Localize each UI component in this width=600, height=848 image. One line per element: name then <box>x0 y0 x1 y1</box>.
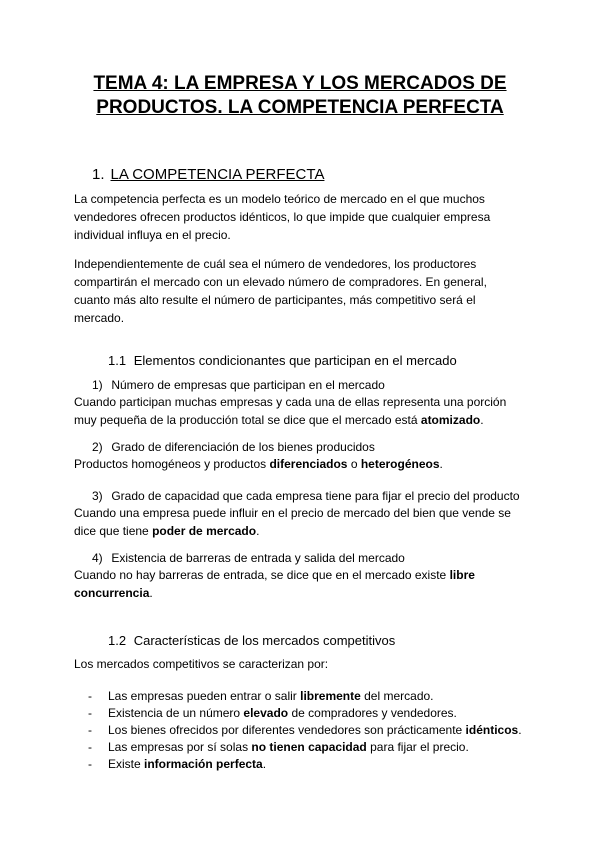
item-number: 4) <box>92 551 103 565</box>
text-run: Existencia de un número <box>108 706 244 720</box>
text-run: de compradores y vendedores. <box>288 706 457 720</box>
paragraph-line <box>74 411 534 429</box>
section-1-2-intro <box>74 655 534 673</box>
paragraph-line: vendedores ofrecen productos idénticos, lo que impide que cualquier empresa <box>74 210 491 224</box>
text-run: Existe <box>108 757 145 771</box>
bullet-item <box>88 739 469 756</box>
text-run: . <box>480 413 484 427</box>
bold-term: libre <box>449 568 475 582</box>
text-run: Productos homogéneos y productos <box>74 457 270 471</box>
section-1-paragraph-2 <box>74 255 534 327</box>
paragraph-line: Cuando una empresa puede influir en el precio de mercado del bien que vende se <box>74 506 511 520</box>
condition-item-4-text <box>74 566 534 602</box>
paragraph-line <box>74 566 534 584</box>
title-line-1: TEMA 4: LA EMPRESA Y LOS MERCADOS DE <box>93 73 507 94</box>
section-1-paragraph-1 <box>74 190 534 244</box>
section-1-heading <box>92 165 324 185</box>
condition-item-3-text <box>74 504 534 540</box>
section-1-2-number: 1.2 <box>108 633 127 648</box>
condition-item-3-label <box>92 487 520 505</box>
paragraph-line <box>74 455 534 473</box>
item-label: Número de empresas que participan en el mercado <box>111 378 385 392</box>
bold-term: heterogéneos <box>360 457 440 471</box>
bullet-dash: - <box>88 740 92 754</box>
bold-term: idénticos <box>465 723 519 737</box>
text-run: . <box>518 723 522 737</box>
paragraph-line: Independientemente de cuál sea el número de vendedores, los productores <box>74 257 477 271</box>
bold-term: atomizado <box>420 413 481 427</box>
paragraph-line: Cuando participan muchas empresas y cada una de ellas representa una porción <box>74 395 507 409</box>
paragraph-line: individual influya en el precio. <box>74 228 231 242</box>
paragraph-line: compartirán el mercado con un elevado número de compradores. En general, <box>74 275 487 289</box>
section-1-1-heading <box>108 352 457 370</box>
paragraph-line: La competencia perfecta es un modelo teórico de mercado en el que muchos <box>74 192 485 206</box>
text-run: . <box>149 586 153 600</box>
item-label: Existencia de barreras de entrada y salida del mercado <box>111 551 405 565</box>
bold-term: libremente <box>300 689 361 703</box>
section-1-2-title: Características de los mercados competitivos <box>133 633 396 648</box>
paragraph-line: mercado. <box>74 311 125 325</box>
bullet-dash: - <box>88 723 92 737</box>
text-run: Cuando no hay barreras de entrada, se dice que en el mercado existe <box>74 568 450 582</box>
item-label: Grado de diferenciación de los bienes producidos <box>111 440 375 454</box>
condition-item-4-label <box>92 549 405 567</box>
item-number: 3) <box>92 489 103 503</box>
paragraph-line: cuanto más alto resulte el número de participantes, más competitivo será el <box>74 293 476 307</box>
bold-term: poder de mercado <box>152 524 257 538</box>
text-run: . <box>439 457 443 471</box>
document-title <box>60 72 540 120</box>
condition-item-1-label <box>92 376 385 394</box>
section-1-1-title: Elementos condicionantes que participan en el mercado <box>133 353 457 368</box>
text-run: . <box>256 524 260 538</box>
item-number: 1) <box>92 378 103 392</box>
section-1-title: LA COMPETENCIA PERFECTA <box>110 166 325 183</box>
paragraph-line <box>74 584 534 602</box>
item-number: 2) <box>92 440 103 454</box>
paragraph-line <box>74 522 534 540</box>
title-line-2: PRODUCTOS. LA COMPETENCIA PERFECTA <box>96 97 504 118</box>
bullet-dash: - <box>88 757 92 771</box>
section-1-2-heading <box>108 632 395 650</box>
bold-term: elevado <box>243 706 289 720</box>
text-run: muy pequeña de la producción total se dice que el mercado está <box>74 413 421 427</box>
bullet-dash: - <box>88 706 92 720</box>
text-run: Las empresas por sí solas <box>108 740 252 754</box>
bullet-item <box>88 705 457 722</box>
condition-item-1-text <box>74 393 534 429</box>
bullet-dash: - <box>88 689 92 703</box>
text-run: Las empresas pueden entrar o salir <box>108 689 301 703</box>
text-run: o <box>347 457 361 471</box>
item-label: Grado de capacidad que cada empresa tiene para fijar el precio del producto <box>111 489 520 503</box>
bullet-item <box>88 756 266 773</box>
condition-item-2-label <box>92 438 375 456</box>
condition-item-2-text <box>74 455 534 473</box>
text-run: . <box>262 757 267 771</box>
bold-term: información perfecta <box>144 757 263 771</box>
bold-term: concurrencia <box>74 586 150 600</box>
bold-term: no tienen capacidad <box>251 740 367 754</box>
text-run: Los bienes ofrecidos por diferentes vendedores son prácticamente <box>108 723 466 737</box>
text-run: dice que tiene <box>74 524 153 538</box>
section-1-number: 1. <box>92 166 105 183</box>
bullet-item <box>88 688 434 705</box>
text-run: del mercado. <box>360 689 434 703</box>
text-run: para fijar el precio. <box>366 740 469 754</box>
paragraph-line: Los mercados competitivos se caracterizan por: <box>74 657 329 671</box>
bullet-item <box>88 722 522 739</box>
bold-term: diferenciados <box>269 457 348 471</box>
section-1-1-number: 1.1 <box>108 353 127 368</box>
